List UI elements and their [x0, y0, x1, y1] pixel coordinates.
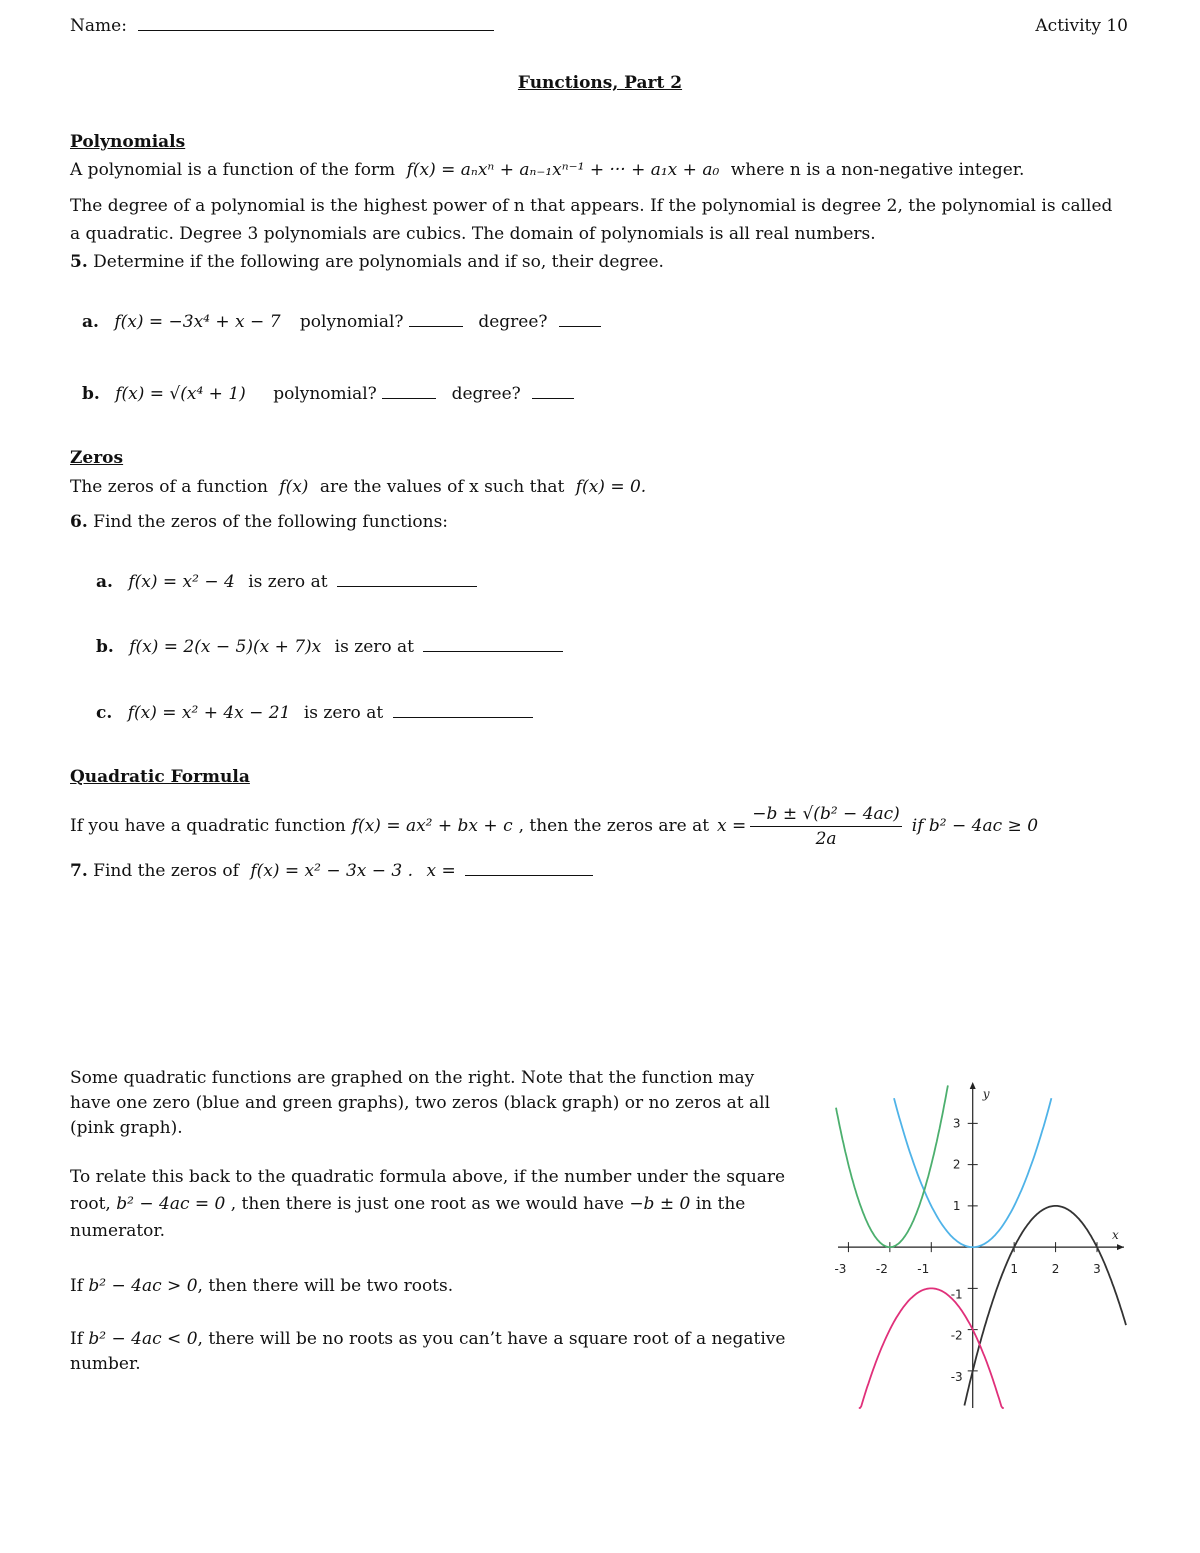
q5-item-b	[82, 384, 574, 404]
p2-text-b: , then there is just one root as we would have	[230, 1194, 624, 1214]
x-axis-label: x	[1112, 1228, 1119, 1243]
q5a-degree-blank[interactable]	[559, 325, 601, 327]
qf-mid: , then the zeros are at	[518, 816, 710, 836]
zeros-heading: Zeros	[70, 448, 124, 468]
q5b-degree-label: degree?	[451, 384, 521, 404]
x-tick-label: 1	[1010, 1262, 1018, 1277]
question-6	[70, 512, 448, 532]
q5a-poly-blank[interactable]	[409, 325, 463, 327]
explanation-paragraph-1: Some quadratic functions are graphed on the right. Note that the function may have one zero (blue and green graphs), two zeros (black graph) or no zeros at all (pink graph).	[70, 1068, 771, 1138]
x-tick-label: -1	[917, 1262, 930, 1277]
q6c-formula: f(x) = x² + 4x − 21	[127, 703, 291, 723]
zeros-def-fx: f(x)	[279, 477, 309, 497]
degree-line-1: The degree of a polynomial is the highest power of n that appears. If the polynomial is degree 2, the polynomial is called	[70, 196, 1113, 216]
p3-prefix: If	[70, 1276, 84, 1296]
p2-text-c: in the numerator.	[70, 1194, 746, 1241]
q7-text: Find the zeros of	[93, 861, 239, 881]
explanation-paragraph-2	[70, 1164, 790, 1245]
q7-formula: f(x) = x² − 3x − 3 .	[250, 861, 414, 881]
x-axis-arrow	[1117, 1244, 1124, 1250]
quadratic-heading: Quadratic Formula	[70, 767, 250, 787]
quadratic-formula-line	[70, 800, 1038, 852]
q5b-poly-label: polynomial?	[273, 384, 377, 404]
name-label-text: Name:	[70, 16, 127, 36]
name-blank[interactable]	[138, 29, 494, 31]
quadratic-graphs-chart	[836, 1078, 1126, 1408]
polynomial-definition	[70, 160, 1024, 180]
q6-item-b	[96, 637, 563, 657]
q5a-poly-label: polynomial?	[299, 312, 404, 332]
y-axis-label: y	[982, 1087, 990, 1101]
y-tick-label: -1	[950, 1287, 963, 1302]
q5b-poly-blank[interactable]	[382, 397, 436, 399]
p3-equation: b² − 4ac > 0	[88, 1276, 198, 1296]
qf-condition: if b² − 4ac ≥ 0	[911, 816, 1039, 836]
explanation-paragraph-3	[70, 1274, 790, 1299]
q7-x-eq: x =	[426, 861, 456, 881]
q5a-formula: f(x) = −3x⁴ + x − 7	[114, 312, 281, 332]
x-tick-label: -2	[875, 1262, 888, 1277]
activity-number: Activity 10	[1035, 16, 1128, 36]
q6-number: 6.	[70, 512, 88, 532]
qf-numerator: −b ± √(b² − 4ac)	[750, 804, 902, 827]
y-tick-label: -2	[950, 1328, 963, 1343]
zeros-definition	[70, 477, 646, 497]
p2-text-a: To relate this back to the quadratic formula above, if the number under the square root,	[70, 1167, 786, 1214]
series-black-curve	[964, 1206, 1126, 1406]
series-pink-curve	[859, 1288, 1004, 1408]
q6-text: Find the zeros of the following functions:	[93, 512, 449, 532]
qf-denominator: 2a	[815, 828, 837, 849]
q5a-degree-label: degree?	[478, 312, 548, 332]
zeros-def-prefix: The zeros of a function	[70, 477, 268, 497]
q7-blank[interactable]	[465, 874, 593, 876]
degree-line-2: a quadratic. Degree 3 polynomials are cubics. The domain of polynomials is all real numbers.	[70, 224, 876, 244]
p4-equation: b² − 4ac < 0	[88, 1329, 198, 1349]
q6a-label: a.	[96, 572, 113, 592]
q6c-label: c.	[96, 703, 113, 723]
q5-item-a	[82, 312, 601, 332]
q6c-blank[interactable]	[393, 716, 533, 718]
zeros-def-eq: f(x) = 0.	[575, 477, 647, 497]
q6b-formula: f(x) = 2(x − 5)(x + 7)x	[129, 637, 322, 657]
q5-text: Determine if the following are polynomials and if so, their degree.	[93, 252, 664, 272]
x-tick-label: -3	[834, 1262, 847, 1277]
q6-item-c	[96, 703, 533, 723]
q5b-degree-blank[interactable]	[532, 397, 574, 399]
p4-prefix: If	[70, 1329, 84, 1349]
q6c-suffix: is zero at	[303, 703, 384, 723]
def-prefix: A polynomial is a function of the form	[70, 160, 396, 180]
name-label	[70, 16, 494, 36]
q6b-label: b.	[96, 637, 114, 657]
q5-number: 5.	[70, 252, 88, 272]
q6b-blank[interactable]	[423, 650, 563, 652]
q5b-formula: f(x) = √(x⁴ + 1)	[115, 384, 246, 404]
qf-prefix: If you have a quadratic function	[70, 816, 346, 836]
q6a-blank[interactable]	[337, 585, 477, 587]
explanation-paragraph-4	[70, 1327, 790, 1377]
zeros-def-mid: are the values of x such that	[319, 477, 565, 497]
y-axis-arrow	[970, 1082, 976, 1089]
x-tick-label: 2	[1051, 1262, 1060, 1277]
question-7	[70, 861, 593, 881]
y-tick-label: 3	[952, 1116, 961, 1131]
qf-x-eq: x =	[717, 816, 747, 836]
page-title: Functions, Part 2	[517, 73, 683, 93]
p2-equation-2: −b ± 0	[629, 1194, 691, 1214]
q6-item-a	[96, 572, 477, 592]
y-tick-label: 2	[952, 1157, 961, 1172]
p4-suffix: , there will be no roots as you can’t have a square root of a negative number.	[70, 1329, 786, 1374]
q5b-label: b.	[82, 384, 100, 404]
qf-function: f(x) = ax² + bx + c	[351, 816, 513, 836]
series-green-curve	[836, 1085, 948, 1247]
def-suffix: where n is a non-negative integer.	[730, 160, 1025, 180]
y-tick-label: -3	[950, 1369, 963, 1384]
p2-equation: b² − 4ac = 0	[116, 1194, 226, 1214]
x-tick-label: 3	[1093, 1262, 1101, 1277]
q5a-label: a.	[82, 312, 99, 332]
question-5	[70, 252, 664, 272]
qf-fraction	[750, 804, 902, 849]
polynomials-heading: Polynomials	[70, 132, 186, 152]
q6a-formula: f(x) = x² − 4	[128, 572, 235, 592]
y-tick-label: 1	[952, 1198, 961, 1213]
p3-suffix: , then there will be two roots.	[197, 1276, 454, 1296]
q7-number: 7.	[70, 861, 88, 881]
q6b-suffix: is zero at	[334, 637, 414, 657]
def-formula: f(x) = aₙxⁿ + aₙ₋₁xⁿ⁻¹ + ··· + a₁x + a₀	[406, 160, 720, 180]
q6a-suffix: is zero at	[248, 572, 328, 592]
